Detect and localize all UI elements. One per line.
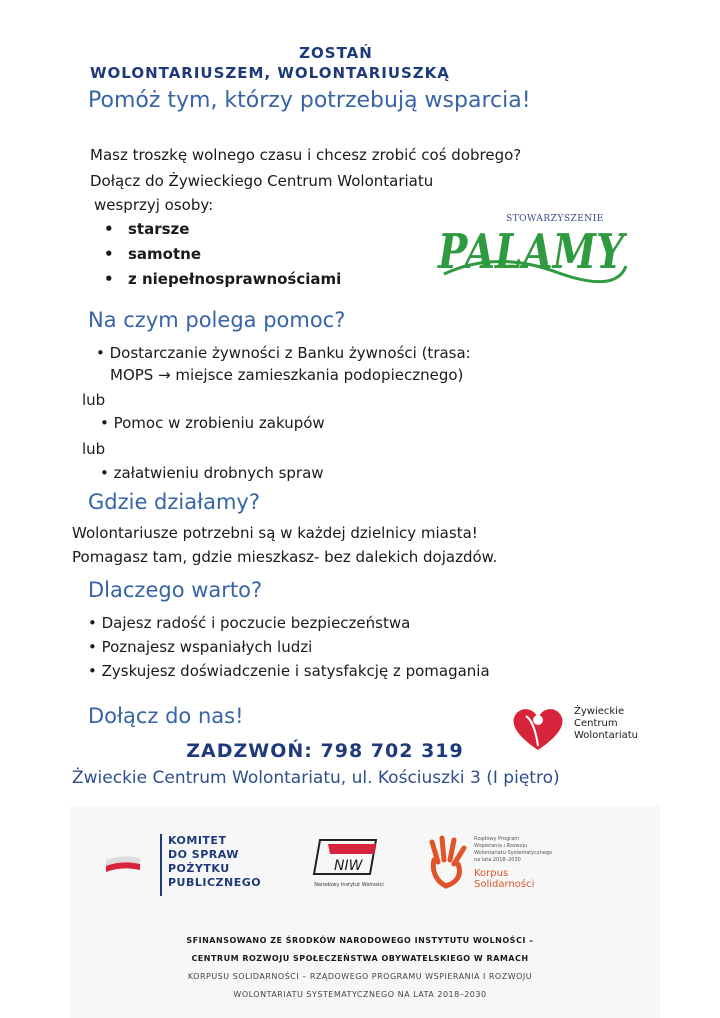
help-item-2: • Pomoc w zrobieniu zakupów bbox=[100, 414, 325, 432]
join-heading: Dołącz do nas! bbox=[88, 704, 244, 728]
funding-line-3: KORPUSU SOLIDARNOŚCI – RZĄDOWEGO PROGRAMU WSPIERANIA I ROZWOJU bbox=[187, 972, 533, 981]
help-or-1: lub bbox=[82, 391, 106, 409]
korpus-logo: Rządowy Program Wspierania i Rozwoju Wolontariatu Systematycznego na lata 2018–2030 Korpus Solidarności bbox=[424, 834, 574, 896]
phone-call[interactable]: ZADZWOŃ: 798 702 319 bbox=[186, 740, 464, 762]
where-line-1: Wolontariusze potrzebni są w każdej dzielnicy miasta! bbox=[72, 524, 478, 542]
help-item-1-line-2: MOPS → miejsce zamieszkania podopiecznego) bbox=[110, 366, 464, 384]
funding-line-2: CENTRUM ROZWOJU SPOŁECZEŃSTWA OBYWATELSKIEGO W RAMACH bbox=[191, 954, 529, 963]
where-line-2: Pomagasz tam, gdzie mieszkasz- bez dalekich dojazdów. bbox=[72, 548, 498, 566]
flag-icon bbox=[104, 852, 142, 876]
niw-logo: NIW Narodowy Instytut Wolności bbox=[306, 834, 392, 894]
why-item-2: • Poznajesz wspaniałych ludzi bbox=[88, 638, 313, 656]
why-item-1: • Dajesz radość i poczucie bezpieczeństwa bbox=[88, 614, 411, 632]
bullet-samotne: • samotne bbox=[104, 245, 202, 263]
funding-line-4: WOLONTARIATU SYSTEMATYCZNEGO NA LATA 2018–2030 bbox=[233, 990, 487, 999]
help-or-2: lub bbox=[82, 440, 106, 458]
help-item-3: • załatwieniu drobnych spraw bbox=[100, 464, 324, 482]
svg-text:NIW: NIW bbox=[334, 858, 363, 874]
title-line-1: ZOSTAŃ bbox=[299, 44, 373, 62]
zcw-line-3: Wolontariatu bbox=[574, 730, 638, 741]
zcw-line-1: Żywieckie bbox=[574, 706, 625, 717]
where-heading: Gdzie działamy? bbox=[88, 490, 260, 514]
hand-icon bbox=[424, 834, 470, 890]
why-item-3: • Zyskujesz doświadczenie i satysfakcję z pomagania bbox=[88, 662, 490, 680]
palamy-word: PALAMY bbox=[436, 224, 628, 280]
help-item-1-line-1: • Dostarczanie żywności z Banku żywności (trasa: bbox=[96, 344, 471, 362]
subtitle: Pomóż tym, którzy potrzebują wsparcia! bbox=[88, 88, 531, 113]
intro-line-2: Dołącz do Żywieckiego Centrum Wolontariatu bbox=[90, 172, 434, 190]
palamy-logo: STOWARZYSZENIE PALAMY bbox=[436, 214, 628, 280]
zcw-line-2: Centrum bbox=[574, 718, 618, 729]
intro-line-1: Masz troszkę wolnego czasu i chcesz zrobić coś dobrego? bbox=[90, 146, 522, 164]
funding-line-1: SFINANSOWANO ZE ŚRODKÓW NARODOWEGO INSTYTUTU WOLNOŚCI – bbox=[186, 936, 534, 945]
intro-line-3: wesprzyj osoby: bbox=[94, 196, 214, 214]
komitet-logo: KOMITET DO SPRAW POŻYTKU PUBLICZNEGO bbox=[160, 834, 310, 896]
address: Żwieckie Centrum Wolontariatu, ul. Kościuszki 3 (I piętro) bbox=[72, 768, 560, 788]
help-heading: Na czym polega pomoc? bbox=[88, 308, 346, 332]
why-heading: Dlaczego warto? bbox=[88, 578, 263, 602]
bullet-starsze: • starsze bbox=[104, 220, 190, 238]
bullet-niepelnosprawni: • z niepełnosprawnościami bbox=[104, 270, 342, 288]
title-line-2: WOLONTARIUSZEM, WOLONTARIUSZKĄ bbox=[90, 64, 450, 82]
